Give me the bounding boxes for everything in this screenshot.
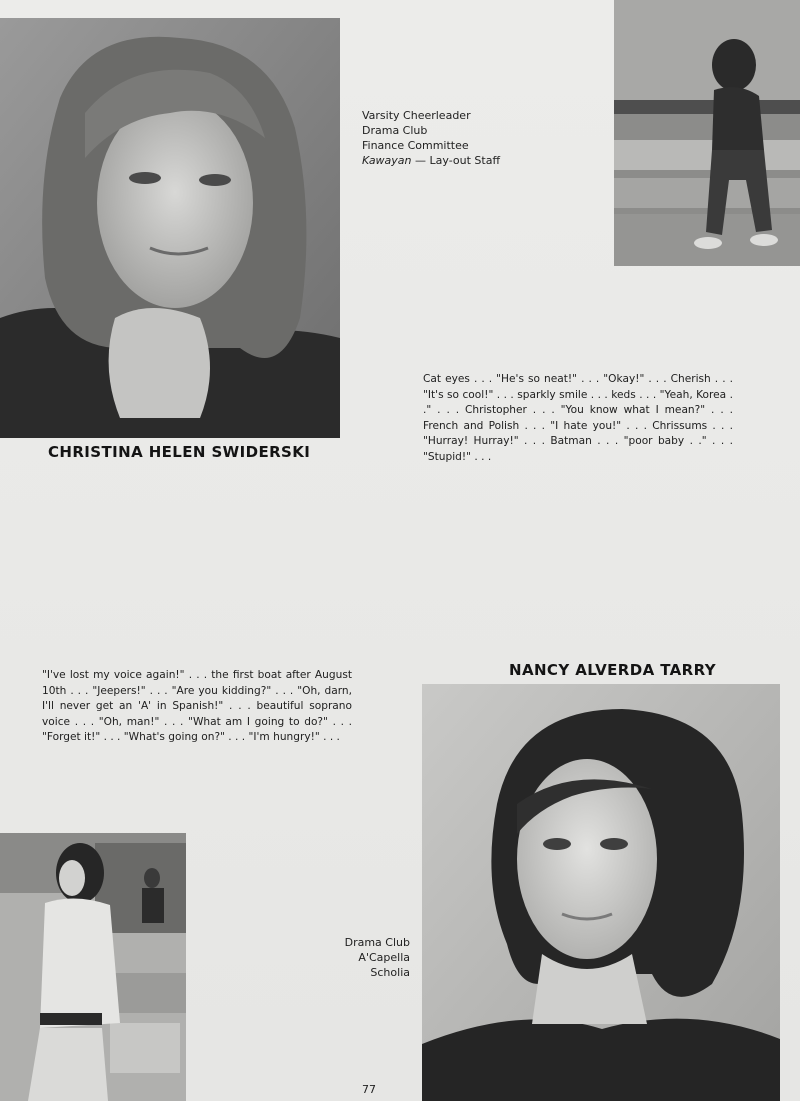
activities-tarry (332, 935, 410, 980)
portrait-photo-swiderski (0, 18, 340, 438)
student-name-tarry: NANCY ALVERDA TARRY (509, 661, 717, 679)
activity-item: Drama Club (362, 124, 428, 137)
candid-photo-standing (0, 833, 186, 1101)
activities-swiderski (362, 108, 500, 168)
student-name-swiderski: CHRISTINA HELEN SWIDERSKI (48, 443, 311, 461)
quote-tarry: "I've lost my voice again!" . . . the first boat after August 10th . . . "Jeepers!" . . . "Are you kidding?" . . . "Oh, darn, I'll never get an 'A' in Spanish!" . . . beautiful soprano voice . . . "Oh, man!" . . . "What am I going to do?" . . . "Forget it!" . . . "What's going on?" . . . "I'm hungry!" . . . (42, 669, 352, 743)
quote-swiderski: Cat eyes . . . "He's so neat!" . . . "Okay!" . . . Cherish . . . "It's so cool!" . . . sparkly smile . . . keds . . . "Yeah, Korea . ." . . . Christopher . . . "You know what I mean?" . . . French and Polish . . . "I hate you!" . . . Chrissums . . . "Hurray! Hurray!" . . . Batman . . . "poor baby . ." . . . "Stupid!" . . . (423, 373, 733, 463)
activity-item: Scholia (370, 966, 410, 979)
activity-italic-prefix: Kawayan (362, 154, 412, 167)
activity-item-text: Lay-out Staff (429, 154, 501, 167)
activity-item: Varsity Cheerleader (362, 109, 471, 122)
activity-item: Drama Club (344, 936, 410, 949)
activity-item: Finance Committee (362, 139, 469, 152)
page-number: 77 (362, 1083, 376, 1096)
activity-item (362, 153, 500, 168)
candid-photo-pool (614, 0, 800, 266)
activity-item: A'Capella (358, 951, 410, 964)
activity-separator: — (411, 154, 430, 167)
portrait-photo-tarry (422, 684, 780, 1101)
